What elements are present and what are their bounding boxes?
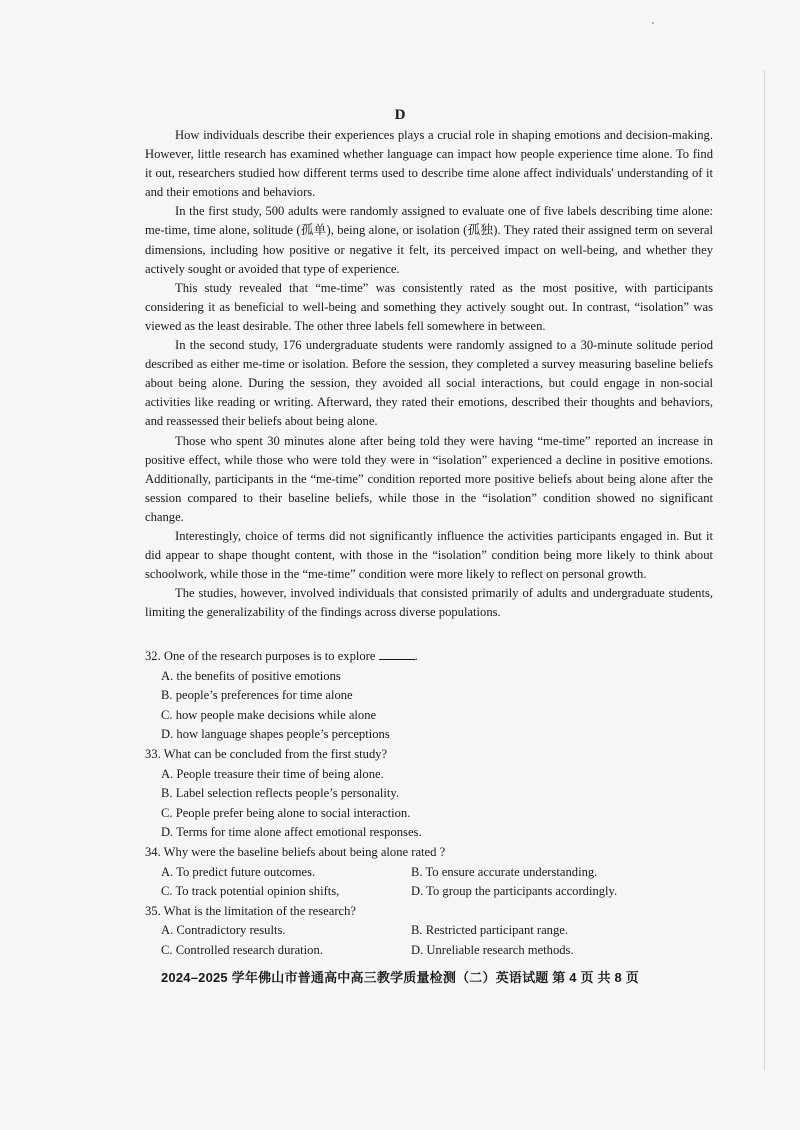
answer-blank [379,648,415,660]
option-c: C. To track potential opinion shifts, [161,884,340,899]
option-a: A. People treasure their time of being alone. [161,766,384,781]
option-c: C. People prefer being alone to social interaction. [161,805,411,820]
option-d: D. Unreliable research methods. [411,942,574,957]
passage-paragraph: The studies, however, involved individuals that consisted primarily of adults and undergraduate students, limiting the generalizability of the findings across diverse populations. [145,586,713,620]
option-a: A. Contradictory results. [161,923,286,938]
option-d: D. To group the participants accordingly. [411,884,618,899]
passage-paragraph: In the first study, 500 adults were randomly assigned to evaluate one of five labels describing time alone: me-time, time alone, solitude (孤单), being alone, or isolation (孤独). They rated their assigned term on several dimensions, including how positive or negative it felt, its perceived impact on well-being, and whether they actively sought or avoided that type of experience. [145,204,713,276]
option-c: C. how people make decisions while alone [161,707,377,722]
reading-passage [145,126,713,622]
section-letter: D [394,107,406,123]
question-stem [145,647,715,667]
option-c: C. Controlled research duration. [161,942,323,957]
question-32 [145,647,715,745]
option-row [145,941,715,961]
option-row [145,921,715,941]
passage-paragraph: In the second study, 176 undergraduate students were randomly assigned to a 30-minute solitude period described as either me-time or isolation. Before the session, they completed a survey measuring baseline beliefs about being alone. During the session, they avoided all social interactions, but could engage in non-social activities like reading or writing. Afterward, they rated their emotions, described their thoughts and behaviors, and reassessed their beliefs about being alone. [145,338,713,429]
question-stem-end: . [414,649,418,663]
page-footer: 2024–2025 学年佛山市普通高中高三教学质量检测（二）英语试题 第 4 页 共 8 页 [160,970,639,985]
option-a: A. the benefits of positive emotions [161,668,341,683]
option-a: A. To predict future outcomes. [161,864,316,879]
question-stem: 34. Why were the baseline beliefs about being alone rated ? [145,844,446,859]
passage-paragraph: Those who spent 30 minutes alone after being told they were having “me-time” reported an increase in positive effect, while those who were told they were in “isolation” experienced a decline in positive emotions. Additionally, participants in the “me-time” condition reported more positive beliefs about being alone after the session compared to their baseline beliefs, while those in the “isolation” condition showed no significant change. [145,433,713,524]
scan-speck [652,22,654,24]
question-33 [145,745,715,843]
option-b: B. To ensure accurate understanding. [411,864,598,879]
option-row [145,863,715,883]
passage-paragraph: How individuals describe their experiences plays a crucial role in shaping emotions and decision-making. However, little research has examined whether language can impact how people experience time alone. To find it out, researchers studied how different terms used to describe time alone affect individuals' understanding of it and their emotions and behaviors. [145,128,713,200]
question-34 [145,843,715,902]
option-d: D. how language shapes people’s perceptions [161,727,390,742]
scan-edge-line [764,70,765,1070]
question-stem: 33. What can be concluded from the first study? [145,746,388,761]
option-b: B. Restricted participant range. [411,923,569,938]
question-list [145,647,715,961]
question-35 [145,902,715,961]
question-stem: 35. What is the limitation of the research? [145,903,356,918]
passage-paragraph: Interestingly, choice of terms did not significantly influence the activities participants engaged in. But it did appear to shape thought content, with those in the “isolation” condition being more likely to think about schoolwork, while those in the “me-time” condition were more likely to reflect on personal growth. [145,528,713,582]
option-d: D. Terms for time alone affect emotional responses. [161,825,422,840]
question-stem-text: 32. One of the research purposes is to explore [145,649,376,663]
option-row [145,882,715,902]
passage-paragraph: This study revealed that “me-time” was consistently rated as the most positive, with participants considering it as beneficial to well-being and something they actively sought out. In contrast, “isolation” was viewed as the least desirable. The other three labels fell somewhere in between. [145,280,713,333]
option-b: B. people’s preferences for time alone [161,688,353,703]
option-b: B. Label selection reflects people’s personality. [161,786,400,801]
